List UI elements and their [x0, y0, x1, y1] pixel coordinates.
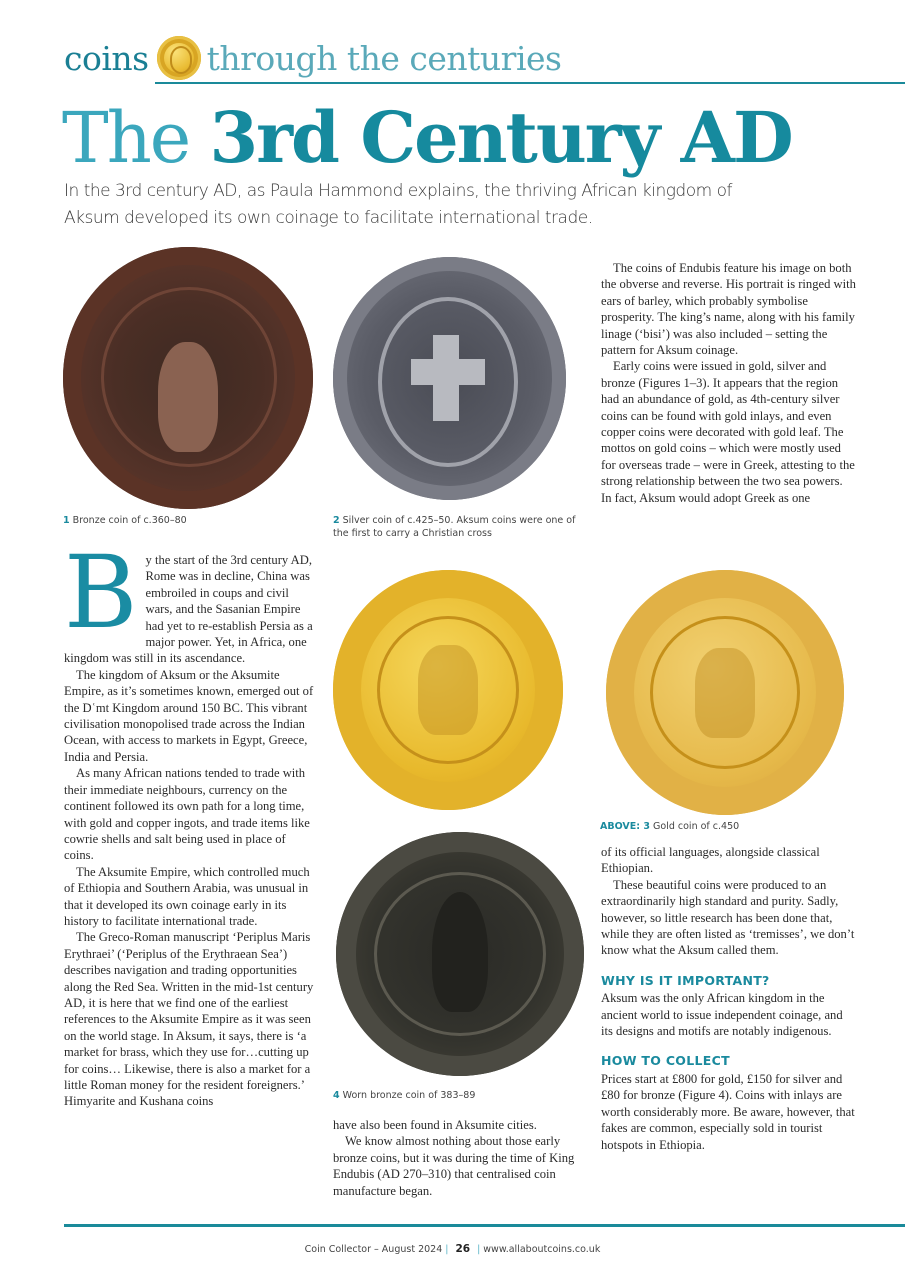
figure-3-caption	[600, 820, 860, 833]
paragraph: The Greco-Roman manuscript ‘Periplus Maris Erythraei’ (‘Periplus of the Erythraean Sea’) describes navigation and trading opportunities along the Red Sea. Written in the mid-1st century AD, it is here that we find one of the earliest references to the Aksumite Empire as it was seen on the world stage. In Aksum, it says, there is ‘a market for brass, which they use for…cutting up for coins… Likewise, there is also a market for a little Roman money for the resident foreigners.’ Himyarite and Kushana coins	[64, 930, 314, 1109]
figure-4-worn-bronze-coin-image	[336, 832, 584, 1076]
caption-text: Bronze coin of c.360–80	[72, 515, 187, 526]
coin-bust	[432, 892, 488, 1012]
paragraph: of its official languages, alongside classical Ethiopian.	[601, 845, 820, 876]
cross-icon-bar	[411, 359, 485, 385]
title-part-light: The	[62, 97, 210, 179]
subheading-why-important: WHY IS IT IMPORTANT?	[601, 972, 770, 988]
article-column-3-bottom	[601, 844, 857, 1153]
kicker-word-coins: coins	[64, 38, 149, 78]
title-part-bold: 3rd Century AD	[209, 96, 792, 179]
subheading-how-to-collect: HOW TO COLLECT	[601, 1053, 730, 1069]
bottom-divider	[64, 1224, 905, 1227]
figure-number: 1	[63, 515, 70, 526]
paragraph: These beautiful coins were produced to an extraordinarily high standard and purity. Sadly, however, so little research has been done that, while they are often listed as ‘tremisses’, we don’t know what the Aksum called them.	[601, 877, 855, 958]
paragraph: have also been found in Aksumite cities.	[333, 1118, 537, 1132]
article-column-3-top	[601, 260, 857, 506]
paragraph: Early coins were issued in gold, silver and bronze (Figures 1–3). It appears that the region had an abundance of gold, as 4th-century silver coins can be found with gold inlays, and even copper coins were decorated with gold leaf. The mottos on gold coins – which were mostly used for overseas trade – were in Greek, attesting to the strong relationship between the two sea powers.	[601, 359, 855, 489]
paragraph: The coins of Endubis feature his image on both the obverse and reverse. His portrait is ringed with ears of barley, which probably symbolise prosperity. The king’s name, along with his family linage (‘bisi’) was also included – setting the pattern for Aksum coinage.	[601, 261, 856, 358]
paragraph: y the start of the 3rd century AD, Rome was in decline, China was embroiled in coups and civil wars, and the Sasanian Empire had yet to re-establish Persia as a major power. Yet, in Africa, one kingdom was still in its ascendance.	[64, 553, 313, 666]
figure-3-gold-coin-reverse-image	[606, 570, 844, 815]
caption-text: Worn bronze coin of 383–89	[342, 1090, 476, 1101]
coin-bust	[158, 342, 218, 452]
article-column-2	[333, 1117, 583, 1199]
figure-1-bronze-coin-image	[63, 247, 313, 509]
figure-number: 4	[333, 1090, 340, 1101]
coin-bust	[418, 645, 478, 735]
kicker-divider	[155, 82, 905, 84]
paragraph: The kingdom of Aksum or the Aksumite Empire, as it’s sometimes known, emerged out of the Dʿmt Kingdom around 150 BC. This vibrant civilisation monopolised trade across the Indian Ocean, with access to markets in Egypt, Greece, India and Persia.	[64, 667, 314, 764]
figure-2-caption	[333, 514, 583, 540]
figure-3-gold-coin-obverse-image	[333, 570, 563, 810]
standfirst: In the 3rd century AD, as Paula Hammond explains, the thriving African kingdom of Aksum developed its own coinage to facilitate international trade.	[64, 181, 732, 228]
paragraph: As many African nations tended to trade with their immediate neighbours, currency on the continent followed its own path for a long time, with gold and copper ingots, and trade items like cowrie shells and salt being used in place of coins.	[64, 766, 310, 863]
kicker-word-centuries: through the centuries	[206, 38, 562, 78]
paragraph: We know almost nothing about those early bronze coins, but it was during the time of King Endubis (AD 270–310) that centralised coin manufacture began.	[333, 1134, 575, 1198]
drop-cap: B	[64, 534, 138, 651]
footer-publication: Coin Collector – August 2024	[304, 1244, 443, 1255]
footer-separator: |	[445, 1244, 449, 1255]
section-kicker	[64, 28, 561, 88]
caption-text: Silver coin of c.425–50. Aksum coins were one of the first to carry a Christian cross	[333, 515, 576, 539]
figure-2-silver-coin-image	[333, 257, 566, 500]
figure-number: 2	[333, 515, 340, 526]
paragraph: Aksum was the only African kingdom in the ancient world to issue independent coinage, and its designs and motifs are notably indigenous.	[601, 991, 843, 1039]
footer-url-link[interactable]: www.allaboutcoins.co.uk	[483, 1244, 601, 1255]
paragraph: The Aksumite Empire, which controlled much of Ethiopia and Southern Arabia, was unusual in that it developed its own coinage early in its history to facilitate international trade.	[64, 864, 310, 928]
page-footer	[0, 1243, 905, 1255]
paragraph: Prices start at £800 for gold, £150 for silver and £80 for bronze (Figure 4). Coins with inlays are worth considerably more. Be aware, however, that fakes are common, especially sold in tourist hotspots in Ethiopia.	[601, 1071, 855, 1152]
coin-bust	[695, 648, 755, 738]
figure-number: 3	[643, 821, 650, 832]
article-column-1	[64, 534, 318, 1110]
page-title	[62, 96, 792, 180]
figure-1-caption	[63, 514, 313, 527]
caption-prefix: ABOVE:	[600, 821, 644, 832]
footer-separator: |	[477, 1244, 481, 1255]
caption-text: Gold coin of c.450	[653, 821, 740, 832]
paragraph: In fact, Aksum would adopt Greek as one	[601, 490, 811, 505]
figure-4-caption	[333, 1089, 583, 1102]
gold-coin-icon	[157, 36, 201, 80]
page-number: 26	[455, 1243, 471, 1255]
